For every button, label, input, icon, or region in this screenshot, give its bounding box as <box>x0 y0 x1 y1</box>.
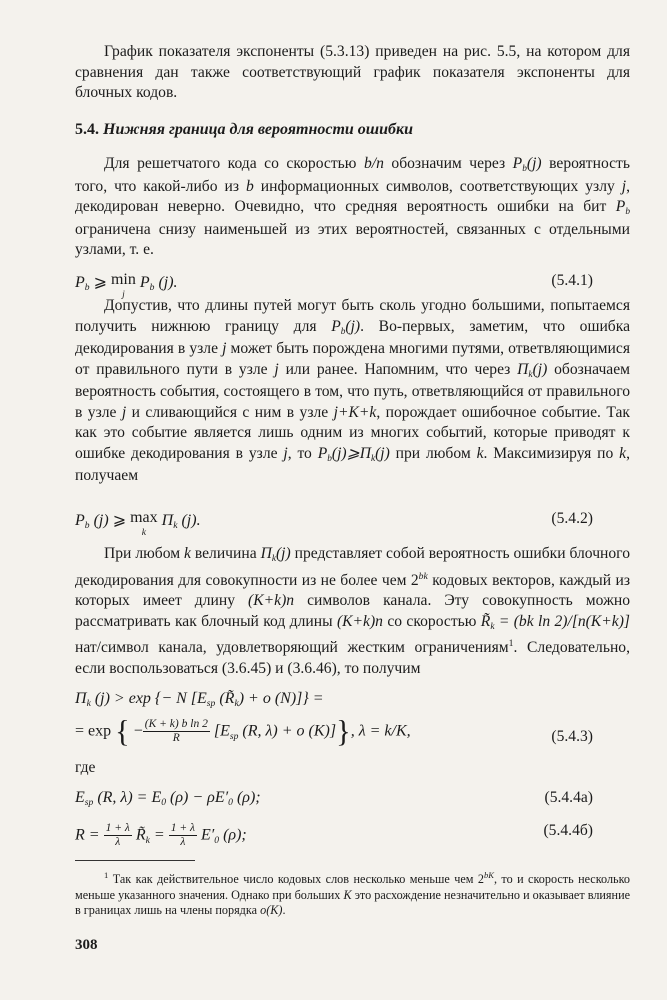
equation-label: (5.4.4а) <box>544 789 593 806</box>
intro-paragraph: График показателя экспоненты (5.3.13) приведен на рис. 5.5, на котором для сравнения дан также соответствующий график показателя экспоненты для блочных кодов. <box>75 43 630 101</box>
equation-5-4-4b: R = $\frac{1 + \lambda}{\lambda}$ $R̃_k$ = $\frac{1 + \lambda}{\lambda}$ $E'_0$ (ρ); (5.4.4б) <box>75 822 593 849</box>
footnote: $^1$ Так как действительное число кодовых слов несколько меньше чем $2^{bK}$, то и скорость несколько меньше указанного значения. Однако при больших K это расхождение незначительно и оказывает влияние в границах лишь на члены порядка o(K). <box>75 870 630 918</box>
footnote-divider <box>75 860 195 861</box>
where-label: где <box>75 759 96 776</box>
section-heading <box>75 121 630 139</box>
equation-5-4-4a: $E_{sp}$ (R, $\lambda) = E_0$ $(\rho) - \rho E'_0$ (ρ); (5.4.4а) <box>75 789 593 809</box>
equation-label: (5.4.4б) <box>543 822 593 839</box>
section-title: Нижняя граница для вероятности ошибки <box>103 121 413 138</box>
equation-5-4-2: $P_b$ (j) ⩾ max k $\Pi_k$ (j). (5.4.2) <box>75 509 593 538</box>
equation-label: (5.4.2) <box>551 510 593 527</box>
page-number: 308 <box>75 937 98 953</box>
equation-5-4-3-line-2: = exp { − $\frac{\text{(K + k) b ln 2}}{R}$ [$E_{sp}$ (R, λ) + o (K)]}, λ = k/K, (5.4.3) <box>75 714 593 749</box>
equation-5-4-1: $P_b$ ⩾ min j $P_b$ (j). (5.4.1) <box>75 271 593 300</box>
equation-label: (5.4.1) <box>551 272 593 289</box>
paragraph-1: Для решетчатого кода со скоростью b/n обозначим через $P_b(j)$ вероятность того, что какой-либо из b информационных символов, соответствующих узлу j, декодирован неверно. Очевидно, что средняя вероятность ошибки на бит $P_b$ ограничена снизу наименьшей из этих вероятностей, связанных с отдельными узлами, т. е. <box>75 155 630 258</box>
section-number: 5.4. <box>75 121 99 138</box>
paragraph-3: При любом k величина $\Pi_k(j)$ представляет собой вероятность ошибки блочного декодирования для совокупности из не более чем $2^{bk}$ кодовых векторов, каждый из которых имеет длину (K+k)n символов канала. Эту совокупность можно рассматривать как блочный код длины (K+k)n со скоростью $R̃_k = (bk$ ln 2)/[n(K+k)] нат/символ канала, удовлетворяющий жестким ограничениям$^1$. Следовательно, если воспользоваться (3.6.45) и (3.6.46), то получим <box>75 545 630 677</box>
equation-5-4-3-line-1: $\Pi_k$ (j) > exp {− N [$E_{sp}$ $(R̃_k) + o$ (N)]} = <box>75 690 324 710</box>
equation-label: (5.4.3) <box>551 728 593 745</box>
paragraph-2: Допустив, что длины путей могут быть сколь угодно большими, попытаемся получить нижнюю границу для $P_b(j)$. Во-первых, заметим, что ошибка декодирования в узле j может быть порождена многими путями, ответвляющимися от правильного пути в узле j или ранее. Напомним, что через $\Pi_k(j)$ обозначаем вероятность события, состоящего в том, что путь, ответвляющийся от правильного в узле j и сливающийся с ним в узле j+K+k, порождает ошибочное событие. Так как это событие является лишь одним из многих событий, которые приводят к ошибке декодирования в узле j, то $P_b(j)⩾\Pi_k(j)$ при любом k. Максимизируя по k, получаем <box>75 297 631 484</box>
